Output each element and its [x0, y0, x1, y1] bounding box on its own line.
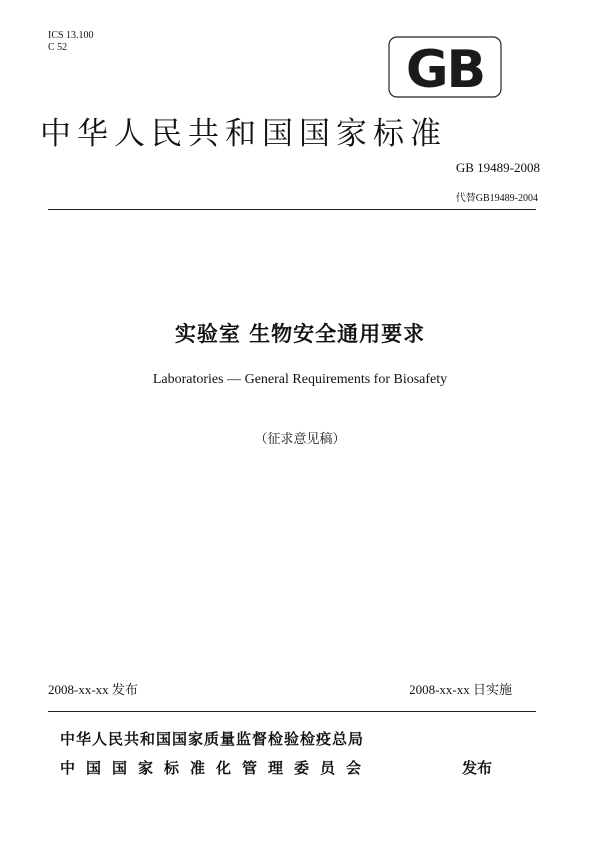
standard-number: GB 19489-2008 [455, 160, 540, 175]
issuer-sac: 中国国家标准化管理委员会 [60, 759, 373, 777]
top-divider [48, 209, 536, 210]
national-standard-title: 中华人民共和国国家标准 [40, 116, 447, 152]
document-title-en: Laboratories — General Requirements for Biosafety [152, 372, 448, 387]
gb-logo [388, 36, 502, 98]
issuer-aqsiq: 中华人民共和国国家质量监督检验检疫总局 [60, 730, 365, 748]
ics-code: ICS 13.100 [48, 30, 94, 41]
implement-date: 2008-xx-xx 日实施 [409, 682, 512, 697]
publish-date: 2008-xx-xx 发布 [48, 682, 138, 697]
ccs-code: C 52 [48, 42, 68, 53]
gb-logo-text: GB [405, 40, 485, 98]
classification-codes [48, 30, 94, 54]
draft-status: （征求意见稿） [254, 432, 346, 447]
replaces-standard: 代替GB19489-2004 [455, 193, 538, 204]
bottom-divider [48, 711, 536, 712]
issuer-publish-label: 发布 [462, 759, 493, 777]
document-title-cn: 实验室 生物安全通用要求 [174, 322, 426, 346]
